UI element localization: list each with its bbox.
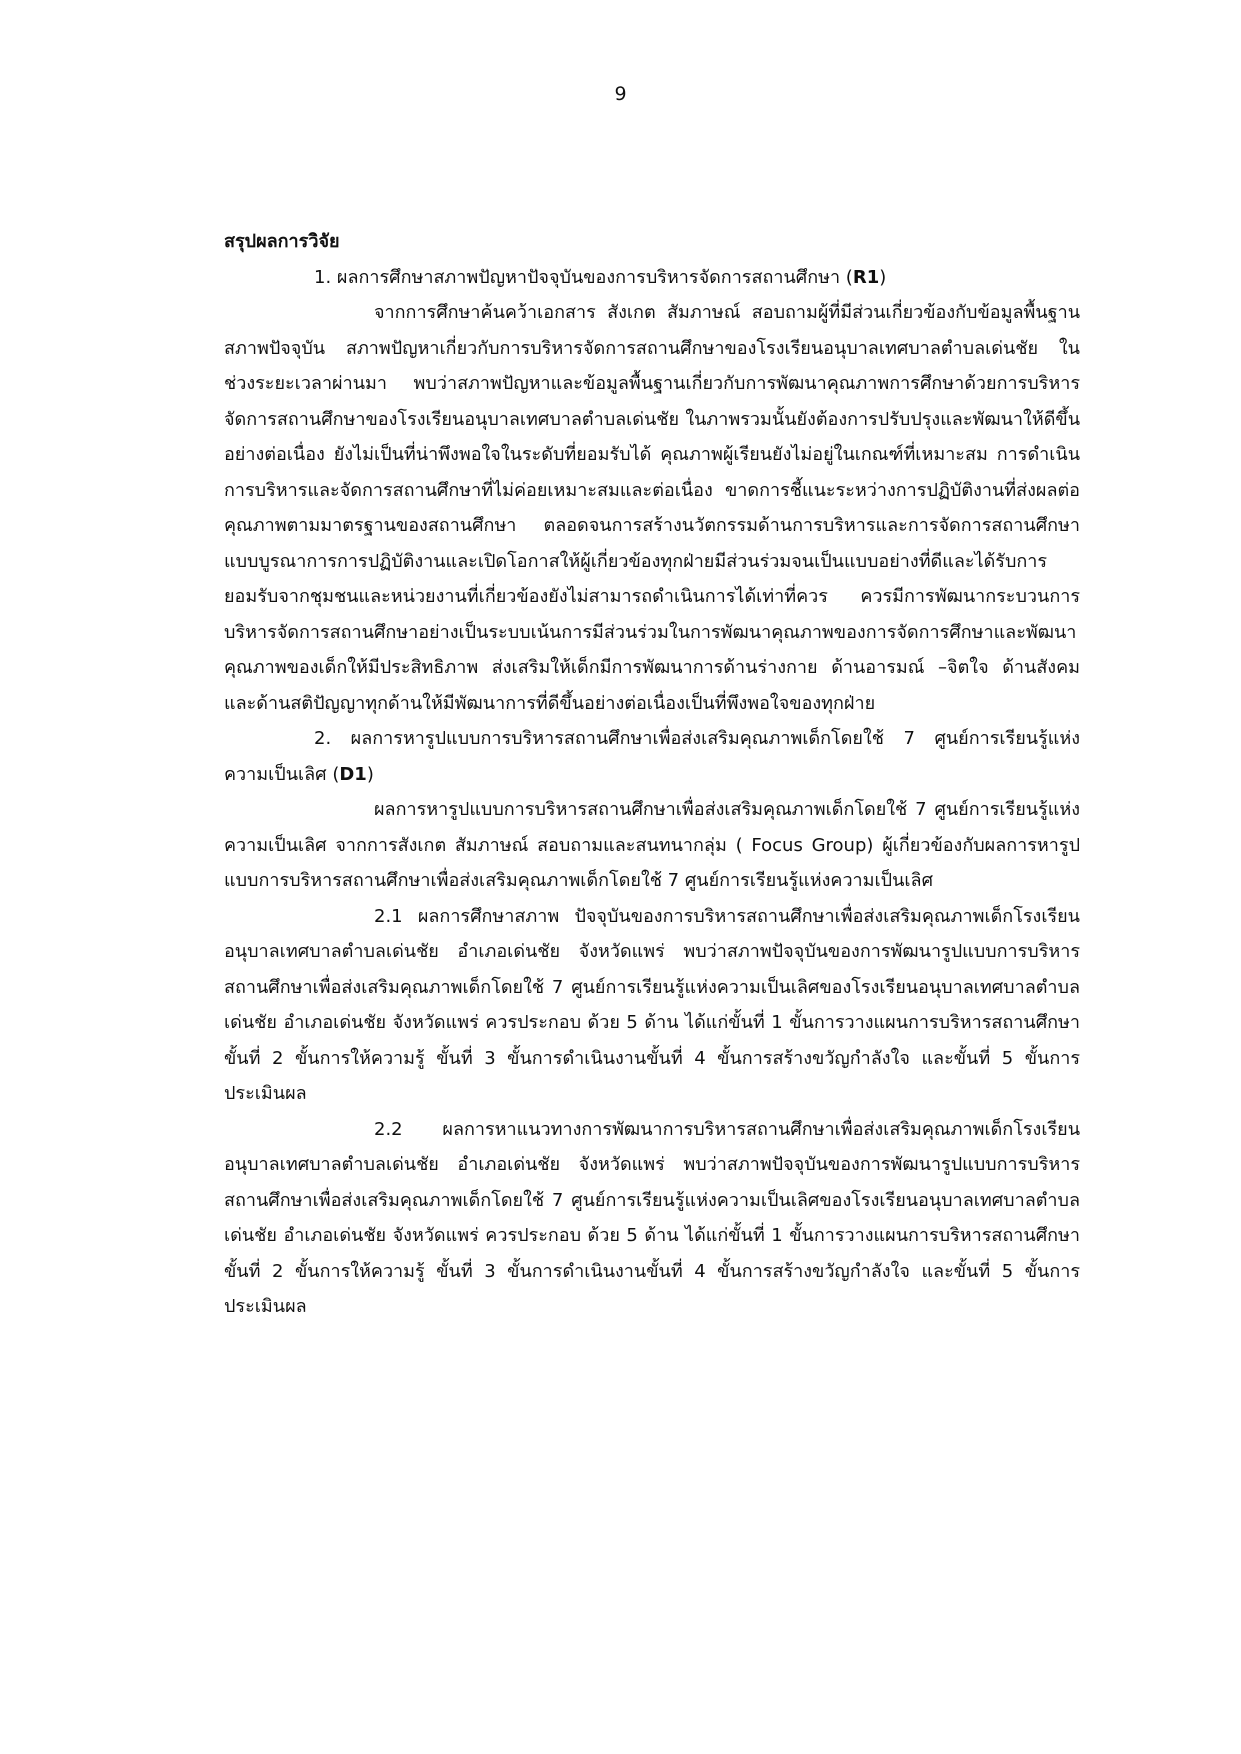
document-body — [224, 224, 1080, 1325]
finding-2-title — [224, 721, 1080, 792]
finding-1-title-text: 1. ผลการศึกษาสภาพปัญหาปัจจุบันของการบริหารจัดการสถานศึกษา ( — [314, 266, 853, 288]
finding-2-title-text: 2. ผลการหารูปแบบการบริหารสถานศึกษาเพื่อส่งเสริมคุณภาพเด็กโดยใช้ 7 ศูนย์การเรียนรู้แห่งความเป็นเลิศ ( — [224, 728, 1080, 785]
finding-2-2-paragraph: 2.2 ผลการหาแนวทางการพัฒนาการบริหารสถานศึกษาเพื่อส่งเสริมคุณภาพเด็กโรงเรียนอนุบาลเทศบาลตำบลเด่นชัย อำเภอเด่นชัย จังหวัดแพร่ พบว่าสภาพปัจจุบันของการพัฒนารูปแบบการบริหารสถานศึกษาเพื่อส่งเสริมคุณภาพเด็กโดยใช้ 7 ศูนย์การเรียนรู้แห่งความเป็นเลิศของโรงเรียนอนุบาลเทศบาลตำบลเด่นชัย อำเภอเด่นชัย จังหวัดแพร่ ควรประกอบ ด้วย 5 ด้าน ได้แก่ขั้นที่ 1 ขั้นการวางแผนการบริหารสถานศึกษา ขั้นที่ 2 ขั้นการให้ความรู้ ขั้นที่ 3 ขั้นการดำเนินงานขั้นที่ 4 ขั้นการสร้างขวัญกำลังใจ และขั้นที่ 5 ขั้นการประเมินผล — [224, 1118, 1080, 1317]
finding-1-code: R1 — [852, 266, 880, 288]
finding-2-code: D1 — [339, 763, 367, 785]
finding-1-title-close: ) — [879, 266, 887, 288]
finding-2-1-paragraph: 2.1 ผลการศึกษาสภาพ ปัจจุบันของการบริหารสถานศึกษาเพื่อส่งเสริมคุณภาพเด็กโรงเรียนอนุบาลเทศบาลตำบลเด่นชัย อำเภอเด่นชัย จังหวัดแพร่ พบว่าสภาพปัจจุบันของการพัฒนารูปแบบการบริหารสถานศึกษาเพื่อส่งเสริมคุณภาพเด็กโดยใช้ 7 ศูนย์การเรียนรู้แห่งความเป็นเลิศของโรงเรียนอนุบาลเทศบาลตำบลเด่นชัย อำเภอเด่นชัย จังหวัดแพร่ ควรประกอบ ด้วย 5 ด้าน ได้แก่ขั้นที่ 1 ขั้นการวางแผนการบริหารสถานศึกษา ขั้นที่ 2 ขั้นการให้ความรู้ ขั้นที่ 3 ขั้นการดำเนินงานขั้นที่ 4 ขั้นการสร้างขวัญกำลังใจ และขั้นที่ 5 ขั้นการประเมินผล — [224, 905, 1080, 1104]
finding-2-title-close: ) — [366, 763, 374, 785]
finding-2-paragraph: ผลการหารูปแบบการบริหารสถานศึกษาเพื่อส่งเสริมคุณภาพเด็กโดยใช้ 7 ศูนย์การเรียนรู้แห่งความเป็นเลิศ จากการสังเกต สัมภาษณ์ สอบถามและสนทนากลุ่ม ( Focus Group) ผู้เกี่ยวข้องกับผลการหารูปแบบการบริหารสถานศึกษาเพื่อส่งเสริมคุณภาพเด็กโดยใช้ 7 ศูนย์การเรียนรู้แห่งความเป็นเลิศ — [224, 799, 1080, 891]
page-number: 9 — [614, 83, 627, 105]
section-heading: สรุปผลการวิจัย — [224, 231, 340, 252]
finding-1-paragraph: จากการศึกษาค้นคว้าเอกสาร สังเกต สัมภาษณ์ สอบถามผู้ที่มีส่วนเกี่ยวข้องกับข้อมูลพื้นฐาน สภาพปัจจุบัน สภาพปัญหาเกี่ยวกับการบริหารจัดการสถานศึกษาของโรงเรียนอนุบาลเทศบาลตำบลเด่นชัย ในช่วงระยะเวลาผ่านมา พบว่าสภาพปัญหาและข้อมูลพื้นฐานเกี่ยวกับการพัฒนาคุณภาพการศึกษาด้วยการบริหารจัดการสถานศึกษาของโรงเรียนอนุบาลเทศบาลตำบลเด่นชัย ในภาพรวมนั้นยังต้องการปรับปรุงและพัฒนาให้ดีขึ้นอย่างต่อเนื่อง ยังไม่เป็นที่น่าพึงพอใจในระดับที่ยอมรับได้ คุณภาพผู้เรียนยังไม่อยู่ในเกณฑ์ที่เหมาะสม การดำเนินการบริหารและจัดการสถานศึกษาที่ไม่ค่อยเหมาะสมและต่อเนื่อง ขาดการชี้แนะระหว่างการปฏิบัติงานที่ส่งผลต่อคุณภาพตามมาตรฐานของสถานศึกษา ตลอดจนการสร้างนวัตกรรมด้านการบริหารและการจัดการสถานศึกษาแบบบูรณาการการปฏิบัติงานและเปิดโอกาสให้ผู้เกี่ยวข้องทุกฝ่ายมีส่วนร่วมจนเป็นแบบอย่างที่ดีและได้รับการยอมรับจากชุมชนและหน่วยงานที่เกี่ยวข้องยังไม่สามารถดำเนินการได้เท่าที่ควร ควรมีการพัฒนากระบวนการบริหารจัดการสถานศึกษาอย่างเป็นระบบเน้นการมีส่วนร่วมในการพัฒนาคุณภาพของการจัดการศึกษาและพัฒนาคุณภาพของเด็กให้มีประสิทธิภาพ ส่งเสริมให้เด็กมีการพัฒนาการด้านร่างกาย ด้านอารมณ์ –จิตใจ ด้านสังคมและด้านสติปัญญาทุกด้านให้มีพัฒนาการที่ดีขึ้นอย่างต่อเนื่องเป็นที่พึงพอใจของทุกฝ่าย — [224, 302, 1080, 714]
finding-1-title — [224, 260, 1080, 296]
